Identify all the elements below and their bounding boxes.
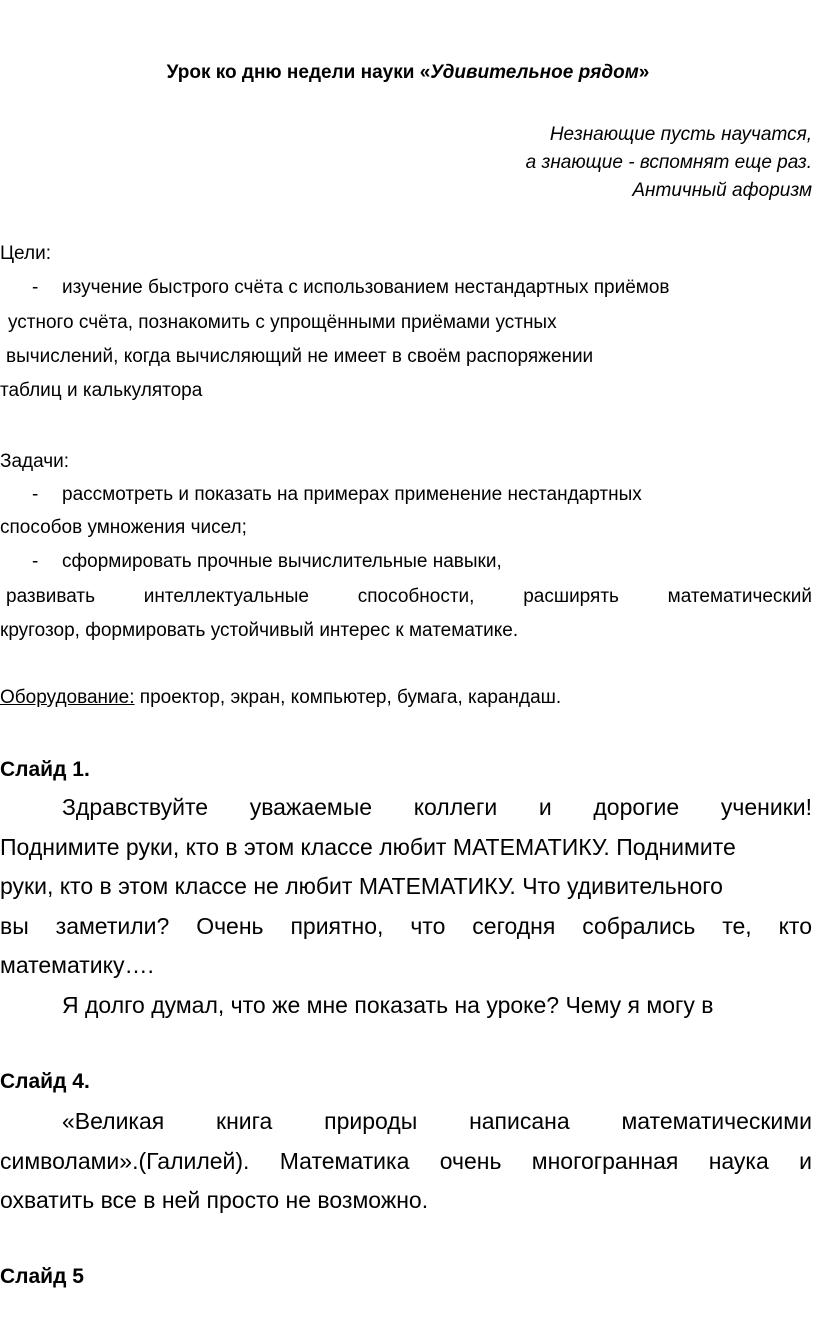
word: очень: [439, 1148, 502, 1174]
word: интеллектуальные: [143, 586, 310, 607]
word: многогранная: [531, 1148, 679, 1174]
slide-1-line: [62, 794, 812, 821]
word: что: [410, 913, 446, 939]
tasks-justified-line: [6, 586, 812, 608]
word: Математика: [279, 1148, 410, 1174]
slide-4-line: [0, 1148, 812, 1175]
word: вы: [0, 913, 29, 939]
goals-heading: Цели:: [0, 243, 51, 264]
slide-4-line: [62, 1108, 812, 1135]
slide-1-line: Я долго думал, что же мне показать на уроке? Чему я могу в: [62, 992, 714, 1018]
word: Очень: [196, 913, 264, 939]
epigraph-line: Незнающие пусть научатся,: [549, 124, 812, 145]
slide-5-heading: Слайд 5: [0, 1265, 84, 1288]
equipment-text: проектор, экран, компьютер, бумага, карандаш.: [134, 687, 562, 708]
goals-line: устного счёта, познакомить с упрощёнными приёмами устных: [8, 312, 557, 333]
word: приятно,: [290, 913, 384, 939]
slide-1-line: Поднимите руки, кто в этом классе любит МАТЕМАТИКУ. Поднимите: [0, 834, 736, 860]
word: «Великая: [62, 1108, 165, 1134]
slide-1-line: [0, 913, 812, 940]
epigraph-line: а знающие - вспомнят еще раз.: [525, 152, 812, 173]
slide-4-heading: Слайд 4.: [0, 1070, 90, 1093]
word: и: [799, 1148, 812, 1174]
epigraph: [526, 121, 812, 205]
lesson-title: Урок ко дню недели науки «Удивительное рядом»: [166, 62, 650, 83]
goals-line: таблиц и калькулятора: [0, 380, 203, 401]
slide-4-line: охватить все в ней просто не возможно.: [0, 1187, 429, 1213]
word: книга: [216, 1108, 273, 1134]
word: математическими: [621, 1108, 812, 1134]
tasks-line: кругозор, формировать устойчивый интерес к математике.: [0, 620, 519, 641]
equipment-label: Оборудование:: [0, 687, 135, 708]
word: математический: [667, 586, 812, 607]
word: коллеги: [413, 794, 498, 820]
tasks-line: способов умножения чисел;: [0, 517, 247, 538]
word: расширять: [523, 586, 619, 607]
tasks-item: - сформировать прочные вычислительные навыки,: [32, 551, 502, 572]
goals-line: вычислений, когда вычисляющий не имеет в своём распоряжении: [6, 346, 594, 367]
word: и: [538, 794, 552, 820]
word: дорогие: [593, 794, 680, 820]
tasks-item: - рассмотреть и показать на примерах применение нестандартных: [32, 484, 642, 505]
word: ученики!: [720, 794, 812, 820]
word: те,: [722, 913, 752, 939]
word: Здравствуйте: [62, 794, 209, 820]
tasks-heading: Задачи:: [0, 451, 70, 472]
equipment: [0, 687, 561, 709]
word: развивать: [6, 586, 95, 607]
word: кто: [778, 913, 812, 939]
slide-1-line: математику….: [0, 952, 154, 978]
word: способности,: [357, 586, 475, 607]
slide-1-line: руки, кто в этом классе не любит МАТЕМАТИКУ. Что удивительного: [0, 873, 723, 899]
word: природы: [324, 1108, 418, 1134]
word: уважаемые: [249, 794, 373, 820]
epigraph-author: Античный афоризм: [632, 180, 812, 201]
word: написана: [469, 1108, 570, 1134]
word: заметили?: [55, 913, 170, 939]
word: сегодня: [472, 913, 556, 939]
goals-item: - изучение быстрого счёта с использованием нестандартных приёмов: [32, 277, 670, 298]
word: символами».(Галилей).: [0, 1148, 250, 1174]
title-italic: Удивительное рядом: [430, 62, 639, 83]
word: наука: [708, 1148, 769, 1174]
slide-1-heading: Слайд 1.: [0, 758, 90, 781]
word: собрались: [582, 913, 696, 939]
